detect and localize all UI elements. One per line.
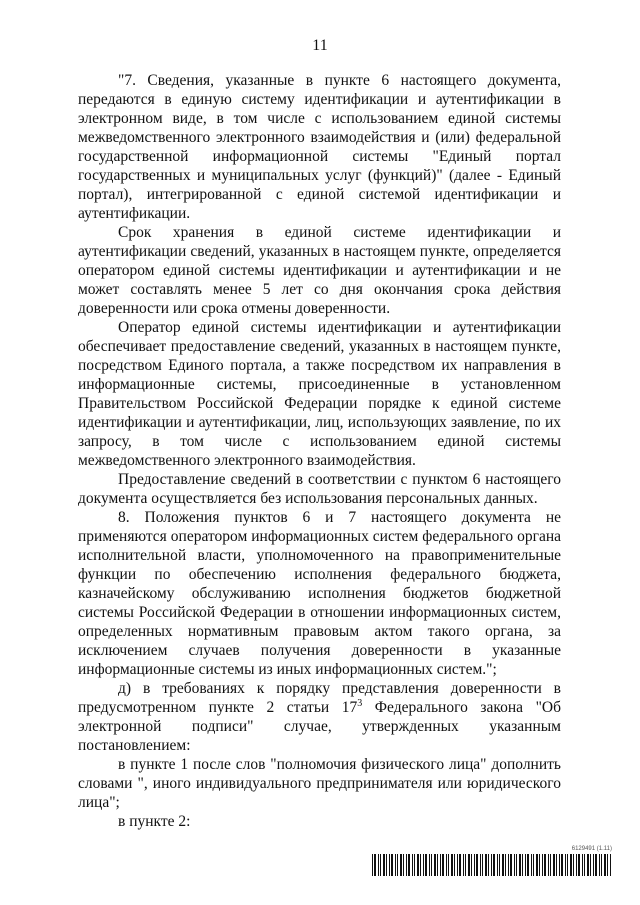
subitem-d-text-start: д) в требованиях к порядку представления доверенности в предусмотренном пункте 2 статьи 17 bbox=[78, 680, 561, 716]
paragraph-storage-term: Срок хранения в единой системе идентификации и аутентификации сведений, указанных в настоящем пункте, определяется оператором единой системы идентификации и аутентификации и не может составлять менее 5 лет со дня окончания срока действия доверенности или срока отмены доверенности. bbox=[78, 224, 561, 317]
subitem-d-text-end: Федерального закона "Об электронной подписи" случае, утвержденных указанным постановлением: bbox=[78, 699, 561, 754]
paragraph-operator-duties: Оператор единой системы идентификации и аутентификации обеспечивает предоставление сведений, указанных в настоящем пункте, посредством Единого портала, а также посредством их направления в информационные системы, присоединенные в установленном Правительством Российской Федерации порядке к единой системе идентификации и аутентификации, лиц, использующих заявление, по их запросу, в том числе с использованием единой системы межведомственного электронного взаимодействия. bbox=[78, 319, 561, 469]
barcode-image bbox=[0, 854, 640, 878]
paragraph-no-personal-data: Предоставление сведений в соответствии с пунктом 6 настоящего документа осуществляется без использования персональных данных. bbox=[78, 471, 561, 507]
document-code: 6129491 (1.11) bbox=[571, 846, 612, 852]
page-number: 11 bbox=[312, 37, 328, 54]
paragraph-point-2: в пункте 2: bbox=[118, 813, 191, 830]
paragraph-subitem-d bbox=[78, 679, 561, 755]
document-body bbox=[78, 71, 561, 831]
article-superscript: 3 bbox=[357, 697, 363, 709]
paragraph-item-8: 8. Положения пунктов 6 и 7 настоящего документа не применяются оператором информационных систем федерального органа исполнительной власти, уполномоченного на правоприменительные функции по обеспечению исполнения федерального бюджета, казначейскому обслуживанию исполнения бюджетов бюджетной системы Российской Федерации в отношении информационных систем, определенных нормативным правовым актом такого органа, за исключением случаев получения доверенности в указанные информационные системы из иных информационных систем."; bbox=[78, 509, 561, 678]
paragraph-point-1: в пункте 1 после слов "полномочия физического лица" дополнить словами ", иного индивидуального предпринимателя или юридического лица"; bbox=[78, 756, 561, 811]
paragraph-item-7: "7. Сведения, указанные в пункте 6 настоящего документа, передаются в единую систему идентификации и аутентификации в электронном виде, в том числе с использованием единой системы межведомственного электронного взаимодействия и (или) федеральной государственной информационной системы "Единый портал государственных и муниципальных услуг (функций)" (далее - Единый портал), интегрированной с единой системой идентификации и аутентификации. bbox=[78, 72, 561, 222]
